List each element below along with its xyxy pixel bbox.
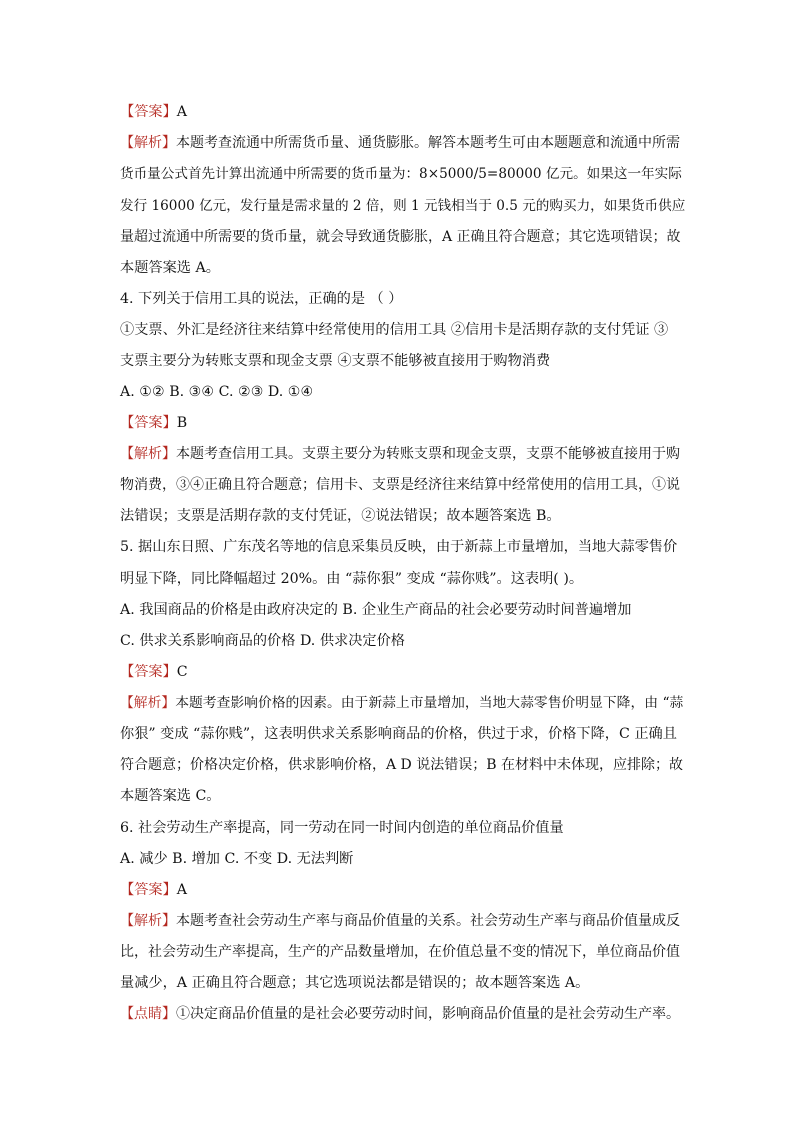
text-line: 符合题意；价格决定价格，供求影响价格，A D 说法错误；B 在材料中未体现，应排除；故	[120, 757, 683, 773]
text-line: 量减少，A 正确且符合题意；其它选项说法都是错误的；故本题答案选 A。	[120, 975, 590, 991]
analysis-line	[120, 133, 685, 153]
analysis-text: 本题考查流通中所需货币量、通货膨胀。解答本题考生可由本题题意和流通中所需	[176, 135, 680, 151]
analysis-tag: 【解析】	[120, 135, 176, 151]
answer-line	[120, 413, 685, 433]
answer-tag: 【答案】	[120, 104, 177, 120]
question-6-options: A. 减少 B. 增加 C. 不变 D. 无法判断	[120, 851, 354, 867]
answer-line	[120, 662, 685, 682]
note-tag: 【点睛】	[120, 1006, 176, 1022]
text-line: 比，社会劳动生产率提高，生产的产品数量增加，在价值总量不变的情况下，单位商品价值	[120, 944, 680, 960]
answer-tag: 【答案】	[120, 664, 177, 680]
analysis-tag: 【解析】	[120, 695, 176, 711]
analysis-text: 本题考查信用工具。支票主要分为转账支票和现金支票，支票不能够被直接用于购	[176, 446, 680, 462]
question-5-options: C. 供求关系影响商品的价格 D. 供求决定价格	[120, 633, 405, 649]
text-line: 发行 16000 亿元，发行量是需求量的 2 倍，则 1 元钱相当于 0.5 元的购买力，如果货币供应	[120, 198, 686, 214]
question-4: 4. 下列关于信用工具的说法，正确的是 （ ）	[120, 291, 403, 307]
analysis-tag: 【解析】	[120, 913, 176, 929]
text-line: 本题答案选 C。	[120, 788, 221, 804]
question-5: 5. 据山东日照、广东茂名等地的信息采集员反映，由于新蒜上市量增加，当地大蒜零售价	[120, 539, 678, 555]
analysis-line	[120, 693, 685, 713]
answer-line	[120, 102, 685, 122]
text-line: 货币量公式首先计算出流通中所需要的货币量为：8×5000/5=80000 亿元。如果这一年实际	[120, 166, 682, 182]
analysis-text: 本题考查影响价格的因素。由于新蒜上市量增加，当地大蒜零售价明显下降，由 “蒜	[175, 695, 684, 711]
answer-tag: 【答案】	[120, 415, 177, 431]
answer-line	[120, 880, 685, 900]
analysis-line	[120, 444, 685, 464]
question-6: 6. 社会劳动生产率提高，同一劳动在同一时间内创造的单位商品价值量	[120, 820, 564, 836]
text-line: 你狠” 变成 “蒜你贱”，这表明供求关系影响商品的价格，供过于求，价格下降，C 正确且	[120, 726, 677, 742]
question-4-statements: 支票主要分为转账支票和现金支票 ④支票不能够被直接用于购物消费	[120, 353, 551, 369]
answer-text: C	[176, 664, 188, 680]
text-line: 物消费，③④正确且符合题意；信用卡、支票是经济往来结算中经常使用的信用工具，①说	[120, 477, 680, 493]
question-4-options: A. ①② B. ③④ C. ②③ D. ①④	[120, 384, 314, 400]
answer-text: A	[176, 104, 188, 120]
analysis-tag: 【解析】	[120, 446, 176, 462]
note-line	[120, 1004, 685, 1024]
note-text: ①决定商品价值量的是社会必要劳动时间，影响商品价值量的是社会劳动生产率。	[176, 1006, 680, 1022]
text-line: 本题答案选 A。	[120, 260, 220, 276]
analysis-text: 本题考查社会劳动生产率与商品价值量的关系。社会劳动生产率与商品价值量成反	[176, 913, 680, 929]
text-line: 量超过流通中所需要的货币量，就会导致通货膨胀，A 正确且符合题意；其它选项错误；故	[120, 229, 681, 245]
question-5-options: A. 我国商品的价格是由政府决定的 B. 企业生产商品的社会必要劳动时间普遍增加	[120, 602, 632, 618]
answer-text: A	[176, 882, 188, 898]
analysis-line	[120, 911, 685, 931]
text-line: 明显下降，同比降幅超过 20%。由 “蒜你狠” 变成 “蒜你贱”。这表明( )。	[120, 571, 584, 587]
answer-text: B	[176, 415, 188, 431]
answer-tag: 【答案】	[120, 882, 177, 898]
text-line: 法错误；支票是活期存款的支付凭证，②说法错误；故本题答案选 B。	[120, 508, 561, 524]
question-4-statements: ①支票、外汇是经济往来结算中经常使用的信用工具 ②信用卡是活期存款的支付凭证 ③	[120, 322, 669, 338]
